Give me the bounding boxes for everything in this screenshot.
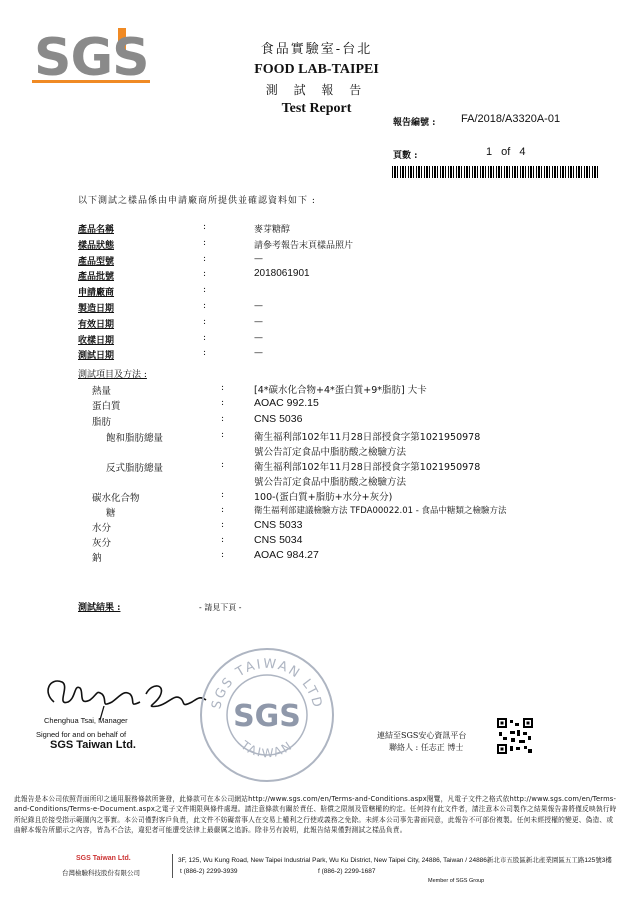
test-item-name: 鈉	[92, 553, 102, 564]
sample-value: 麥芽糖醇	[254, 225, 291, 235]
seal-center: SGS	[233, 699, 301, 734]
test-item-method: CNS 5033	[254, 519, 303, 531]
colon: :	[221, 490, 225, 500]
colon: :	[203, 285, 207, 295]
sample-value: 請參考報告末頁樣品照片	[254, 241, 354, 251]
signed-on-behalf: Signed for and on behalf of	[36, 730, 127, 739]
svg-text:TAIWAN	[238, 738, 296, 761]
test-item-name: 飽和脂肪總量	[106, 433, 164, 444]
report-no: FA/2018/A3320A-01	[461, 113, 561, 125]
colon: :	[203, 269, 207, 279]
sample-value: —	[254, 301, 263, 311]
test-items-heading: 測試項目及方法 :	[78, 370, 147, 380]
colon: :	[221, 414, 225, 424]
seal-arc-bottom: TAIWAN	[238, 738, 296, 761]
test-item-name: 灰分	[92, 538, 112, 549]
title-zh: 測 試 報 告	[265, 83, 368, 97]
colon: :	[203, 333, 207, 343]
colon: :	[203, 222, 207, 232]
test-item-method: AOAC 992.15	[254, 397, 319, 409]
test-item-method: 衛生福利部102年11月28日部授食字第1021950978	[254, 462, 481, 473]
barcode	[392, 166, 600, 178]
test-item-name: 脂肪	[92, 417, 112, 428]
colon: :	[203, 254, 207, 264]
test-item-name: 熱量	[92, 386, 112, 397]
test-item-method: 衛生福利部建議檢驗方法 TFDA00022.01 - 食品中糖類之檢驗方法	[254, 506, 507, 516]
sgs-logo-text: SGS	[34, 28, 149, 88]
colon: :	[221, 505, 225, 515]
test-item-method: 100-(蛋白質+脂肪+水分+灰分)	[254, 492, 393, 503]
sample-value: —	[254, 348, 263, 358]
colon: :	[203, 238, 207, 248]
verify-platform: 連結至SGS安心資訊平台	[377, 731, 467, 740]
sample-value: —	[254, 254, 263, 264]
result-value: - 請見下頁 -	[199, 603, 242, 612]
test-item-method-cont: 號公告訂定食品中脂肪酸之檢驗方法	[254, 447, 407, 458]
sample-label: 產品型號	[78, 257, 115, 267]
footer-tel: t (886-2) 2299-3939	[180, 868, 238, 875]
report-no-label: 報告編號 :	[393, 118, 436, 128]
colon: :	[221, 398, 225, 408]
sgs-taiwan-seal	[198, 646, 336, 784]
page-label: 頁數 :	[393, 151, 418, 161]
sample-label: 製造日期	[78, 304, 115, 314]
footer-fax: f (886-2) 2299-1687	[318, 868, 376, 875]
sample-value: 2018061901	[254, 268, 310, 279]
colon: :	[221, 383, 225, 393]
sample-value: —	[254, 333, 263, 343]
footer-company-zh: 台灣檢驗科技股份有限公司	[62, 869, 140, 877]
result-label: 測試結果 :	[78, 603, 121, 613]
lab-name-en: FOOD LAB-TAIPEI	[254, 62, 379, 77]
test-item-method: 衛生福利部102年11月28日部授食字第1021950978	[254, 432, 481, 443]
seal-arc-top: SGS TAIWAN LTD	[209, 656, 325, 711]
test-item-name: 蛋白質	[92, 401, 121, 412]
sample-label: 產品批號	[78, 272, 115, 282]
test-item-name: 反式脂肪總量	[106, 463, 164, 474]
sample-label: 有效日期	[78, 320, 115, 330]
colon: :	[221, 520, 225, 530]
sample-label: 申請廠商	[78, 288, 115, 298]
test-item-method: AOAC 984.27	[254, 549, 319, 561]
colon: :	[203, 348, 207, 358]
test-item-name: 水分	[92, 523, 112, 534]
test-item-name: 碳水化合物	[92, 493, 140, 504]
sample-label: 收樣日期	[78, 336, 115, 346]
footer-member: Member of SGS Group	[428, 878, 485, 884]
colon: :	[221, 535, 225, 545]
qr-code[interactable]	[497, 718, 533, 754]
test-item-method: CNS 5034	[254, 534, 303, 546]
sample-value: —	[254, 317, 263, 327]
test-item-method-cont: 號公告訂定食品中脂肪酸之檢驗方法	[254, 477, 407, 488]
colon: :	[203, 317, 207, 327]
colon: :	[221, 460, 225, 470]
page-value: 1 of 4	[486, 146, 526, 158]
footer-company-en: SGS Taiwan Ltd.	[76, 855, 131, 862]
disclaimer-text: 此報告是本公司依照背面所印之通用服務條款所簽發，此條款可在本公司網站http://www.sgs.com/en/Terms-and-Conditions.aspx閱覽，凡電子文件之格式依http://www.sgs.com/en/Terms-and-Conditions/Terms-e-Document.aspx之電子文件期限與條件處理。請注意條款有關於責任、賠償之限制及管轄權的約定。任何持有此文件者，請注意本公司製作之結果報告書將僅反映執行時所紀錄且於接受指示範圍內之事實。本公司僅對客戶負責，此文件不妨礙當事人在交易上權利之行使或義務之免除。未經本公司事先書面同意，此報告不可部份複製。任何未經授權的變更、偽造、或曲解本報告所顯示之內容，皆為不合法，違犯者可能遭受法律上最嚴厲之追訴。除非另有說明，此報告結果僅對測試之樣品負責。	[14, 795, 617, 835]
colon: :	[221, 550, 225, 560]
colon: :	[221, 430, 225, 440]
sample-label: 樣品狀態	[78, 241, 115, 251]
test-item-name: 糖	[106, 508, 116, 519]
colon: :	[203, 301, 207, 311]
footer-address: 3F, 125, Wu Kung Road, New Taipei Industrial Park, Wu Ku District, New Taipei City, 24886, Taiwan / 24886新北市五股區新北產業園區五工路125號3樓	[178, 857, 612, 864]
test-item-method: CNS 5036	[254, 413, 303, 425]
intro-text: 以下測試之樣品係由申請廠商所提供並確認資料如下 :	[78, 196, 316, 206]
footer-divider	[172, 854, 173, 878]
signatory-name: Chenghua Tsai, Manager	[44, 716, 128, 725]
lab-name-zh: 食品實驗室-台北	[260, 42, 373, 57]
sample-label: 產品名稱	[78, 225, 115, 235]
title-en: Test Report	[281, 101, 352, 116]
signatory-company: SGS Taiwan Ltd.	[50, 739, 136, 751]
contact-person: 聯絡人 : 任志正 博士	[389, 743, 464, 752]
test-item-method: [4*碳水化合物+4*蛋白質+9*脂肪] 大卡	[254, 385, 427, 396]
sample-label: 測試日期	[78, 351, 115, 361]
